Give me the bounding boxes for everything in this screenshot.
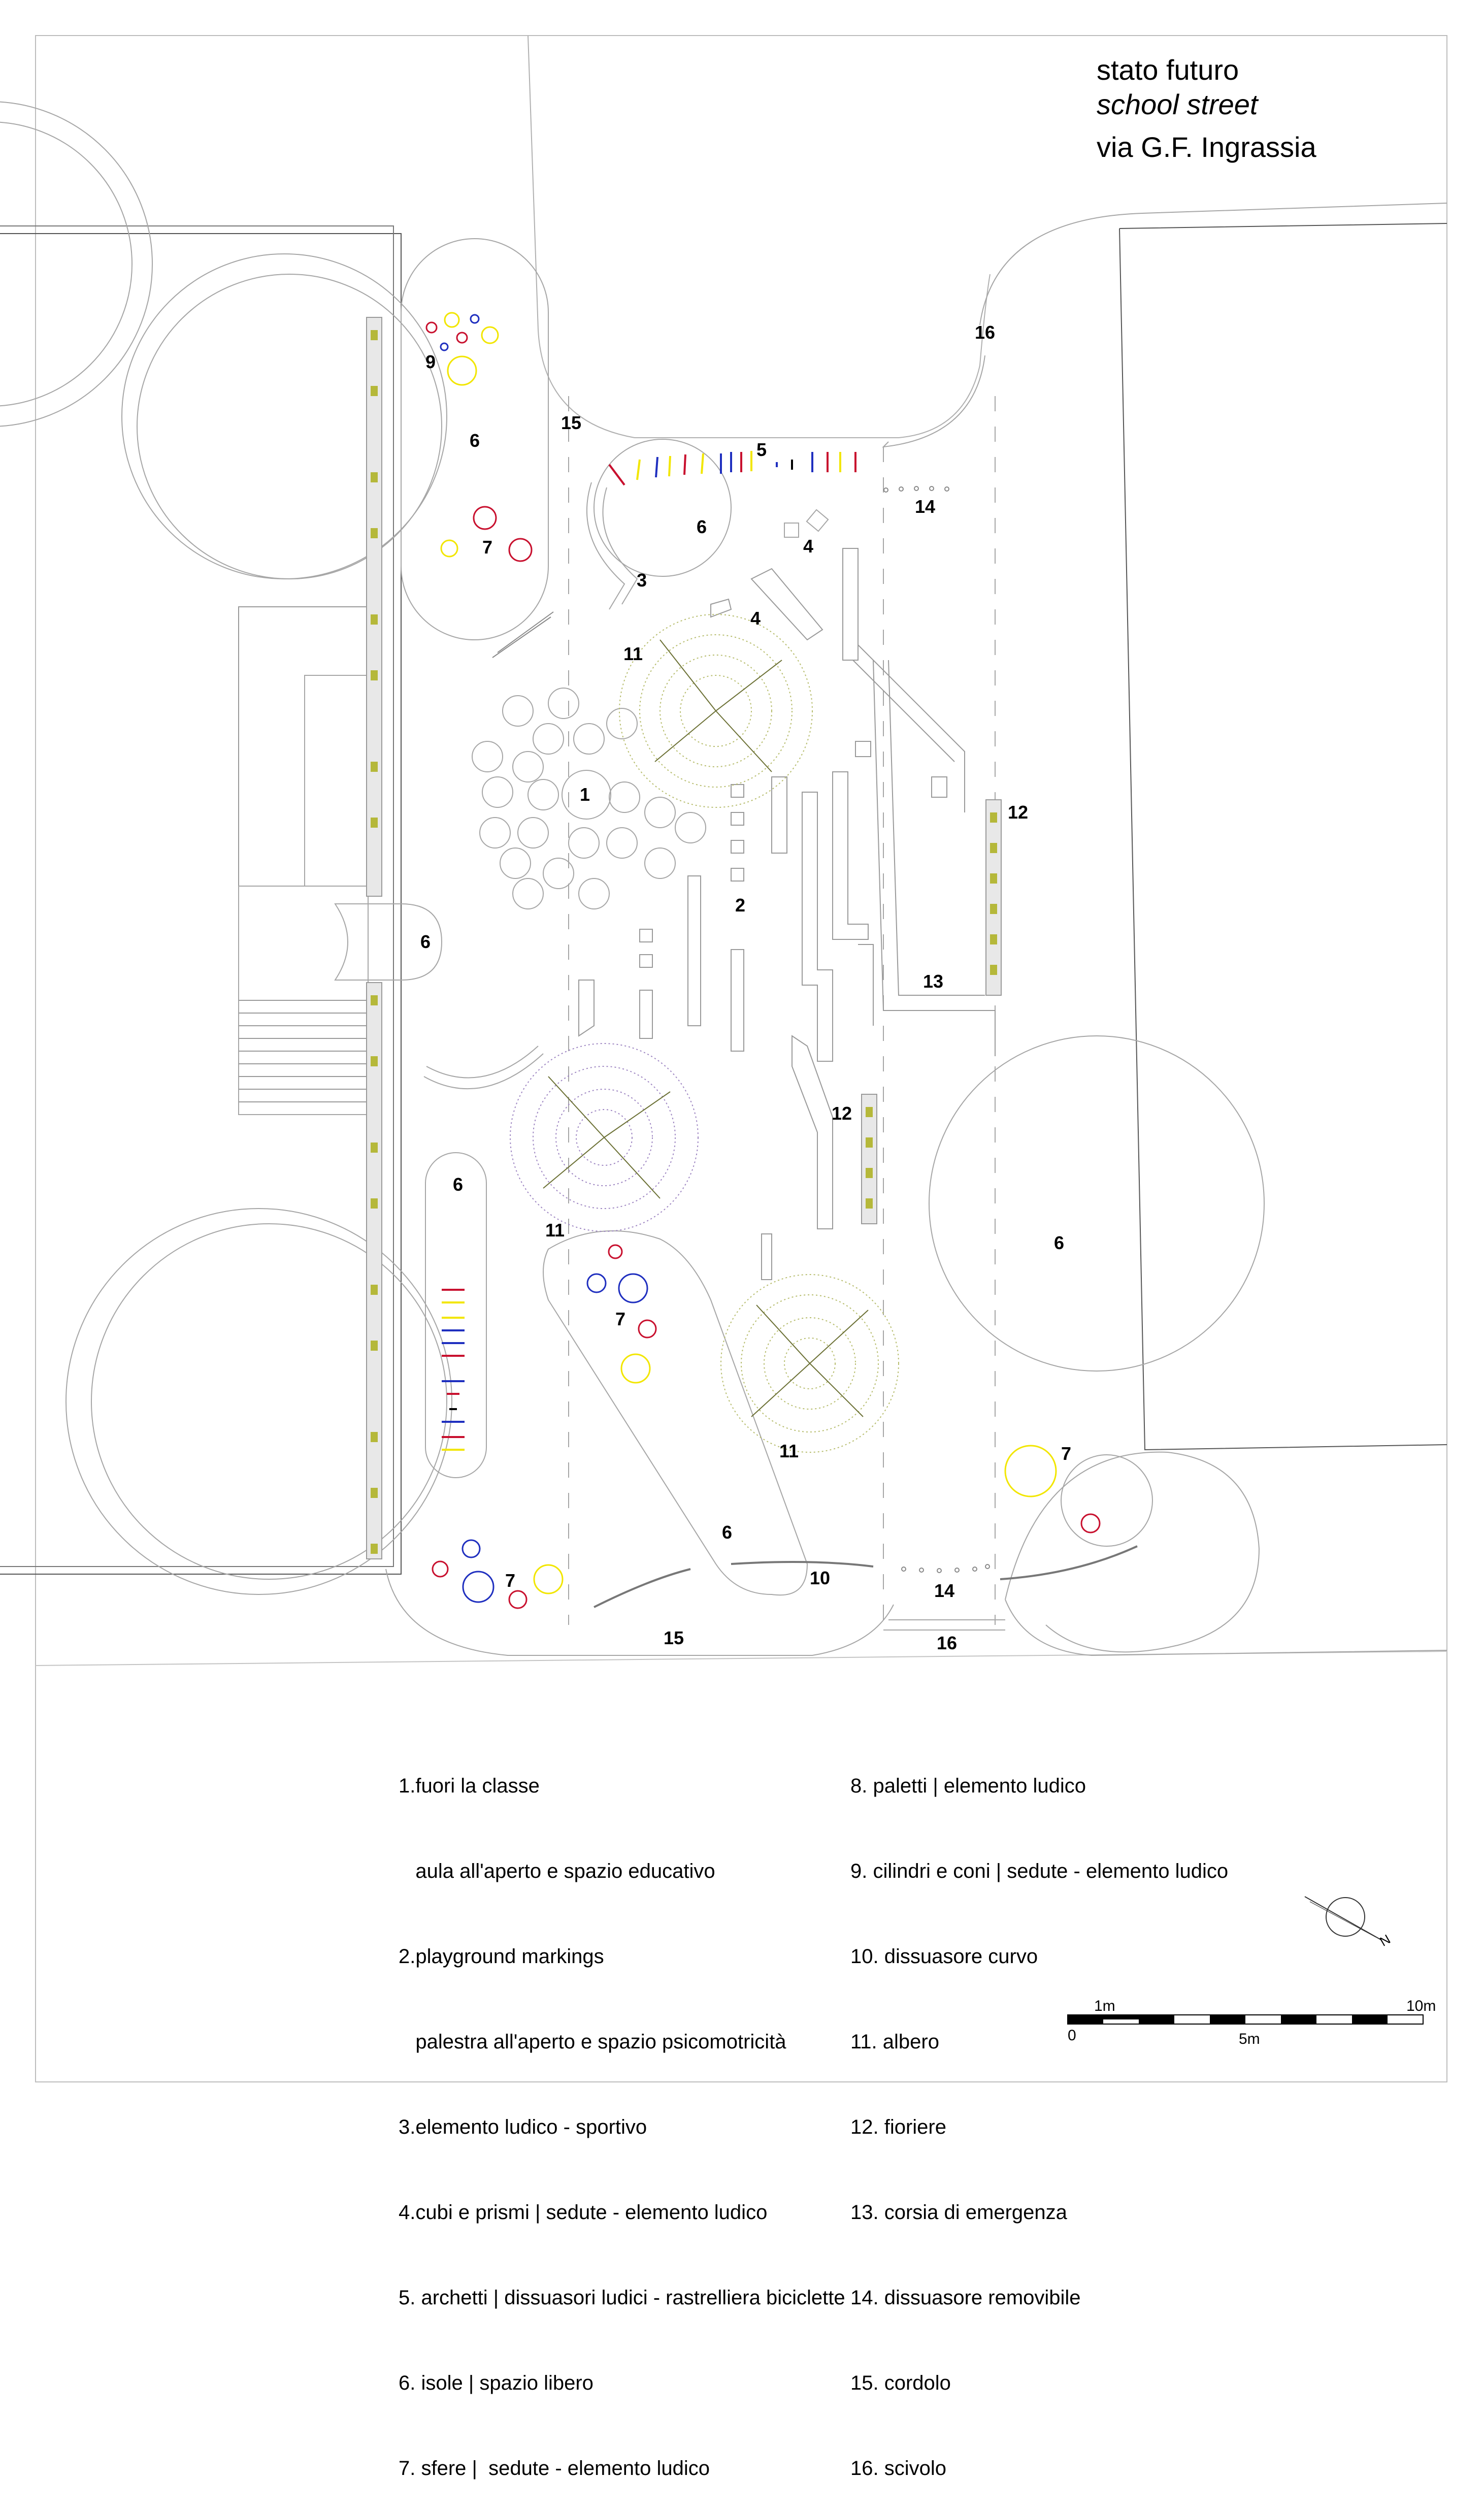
label-13: 13 xyxy=(923,971,944,992)
legend-item: 6. isole | spazio libero xyxy=(399,2372,593,2394)
neighbor-building xyxy=(1119,223,1447,1450)
label-7: 7 xyxy=(482,537,493,558)
island-bottom-right xyxy=(1005,1600,1447,1655)
legend-item: 13. corsia di emergenza xyxy=(850,2201,1067,2224)
legend-item: 15. cordolo xyxy=(850,2372,951,2394)
island-left-strip xyxy=(425,1153,486,1478)
label-10: 10 xyxy=(810,1568,831,1588)
label-6: 6 xyxy=(722,1522,733,1543)
legend-item: 5. archetti | dissuasori ludici - rastrelliera biciclette xyxy=(399,2287,845,2309)
label-3: 3 xyxy=(637,570,647,591)
planters xyxy=(367,317,1001,1559)
bike-rack-arches xyxy=(609,451,855,485)
legend-item: 3.elemento ludico - sportivo xyxy=(399,2116,647,2138)
legend-right xyxy=(850,1715,1228,2511)
legend-item: 8. paletti | elemento ludico xyxy=(850,1775,1086,1797)
legend-left xyxy=(399,1715,845,2511)
legend-item: aula all'aperto e spazio educativo xyxy=(399,1860,715,1882)
label-16: 16 xyxy=(975,322,996,343)
label-6: 6 xyxy=(470,430,480,451)
label-15: 15 xyxy=(561,412,582,433)
title-line-2: school street xyxy=(1097,88,1258,120)
legend-item: 2.playground markings xyxy=(399,1945,604,1968)
label-11: 11 xyxy=(545,1220,565,1241)
label-15: 15 xyxy=(664,1627,684,1648)
label-14: 14 xyxy=(915,496,936,517)
label-6: 6 xyxy=(1054,1232,1065,1253)
legend-item: 14. dissuasore removibile xyxy=(850,2287,1081,2309)
legend-item: 1.fuori la classe xyxy=(399,1775,540,1797)
label-1: 1 xyxy=(580,784,590,805)
scale-5m: 5m xyxy=(1239,2031,1260,2047)
tree-canopy xyxy=(619,614,812,807)
tree-canopy xyxy=(510,1043,698,1231)
island-round-top xyxy=(594,439,731,576)
label-12: 12 xyxy=(1008,802,1029,823)
label-11: 11 xyxy=(623,643,643,664)
tree-canopy xyxy=(721,1275,899,1452)
removable-bollards xyxy=(884,486,990,1573)
label-12: 12 xyxy=(832,1103,852,1124)
label-6: 6 xyxy=(697,516,707,537)
scale-0: 0 xyxy=(1068,2027,1076,2044)
label-9: 9 xyxy=(425,351,436,372)
label-7: 7 xyxy=(1061,1443,1072,1464)
label-16: 16 xyxy=(937,1633,958,1653)
label-2: 2 xyxy=(735,895,746,916)
legend-item: 12. fioriere xyxy=(850,2116,946,2138)
north-arrow xyxy=(1305,1897,1393,1949)
label-6: 6 xyxy=(420,931,431,952)
label-14: 14 xyxy=(934,1580,955,1601)
scale-10m: 10m xyxy=(1406,1998,1436,2014)
title-line-1: stato futuro xyxy=(1097,54,1239,86)
title-line-3: via G.F. Ingrassia xyxy=(1097,131,1316,163)
label-7: 7 xyxy=(615,1309,626,1329)
north-label: N xyxy=(1377,1931,1393,1949)
label-6: 6 xyxy=(453,1174,464,1195)
legend-item: 4.cubi e prismi | sedute - elemento ludico xyxy=(399,2201,768,2224)
label-5: 5 xyxy=(756,439,767,460)
legend-item: 16. scivolo xyxy=(850,2457,946,2480)
label-4: 4 xyxy=(750,608,761,629)
legend-item: 10. dissuasore curvo xyxy=(850,1945,1038,1968)
scale-1m: 1m xyxy=(1094,1998,1115,2014)
legend-item: 9. cilindri e coni | sedute - elemento ludico xyxy=(850,1860,1229,1882)
label-11: 11 xyxy=(779,1441,799,1461)
label-7: 7 xyxy=(505,1570,516,1591)
legend-item: 7. sfere | sedute - elemento ludico xyxy=(399,2457,710,2480)
legend-item: palestra all'aperto e spazio psicomotricità xyxy=(399,2031,786,2053)
label-4: 4 xyxy=(803,536,814,557)
legend-item: 11. albero xyxy=(850,2031,939,2053)
